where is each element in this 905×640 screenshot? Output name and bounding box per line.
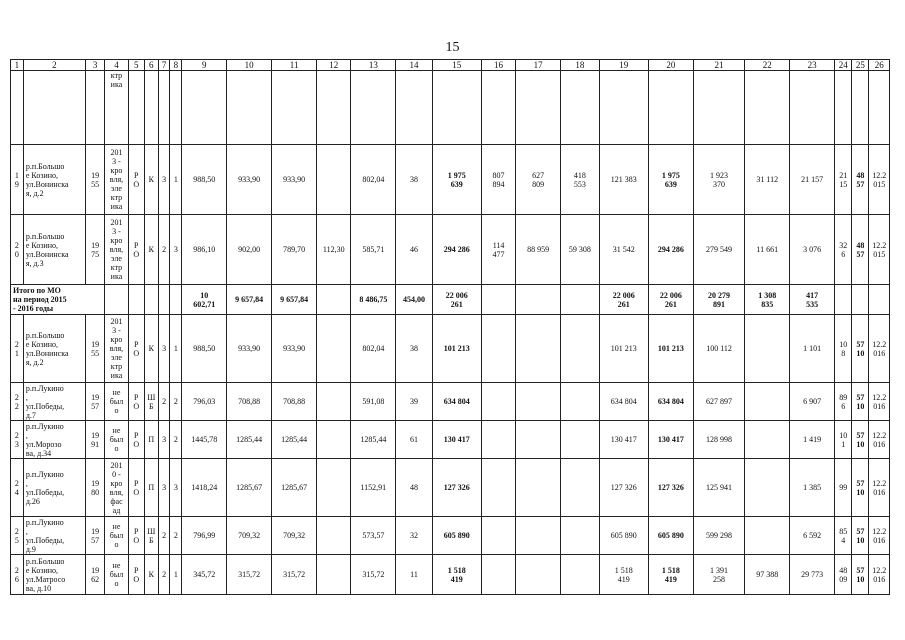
table-cell: 454,00 xyxy=(396,285,432,315)
table-cell xyxy=(745,421,790,459)
table-cell: 127 326 xyxy=(648,459,693,517)
table-cell: 294 286 xyxy=(648,215,693,285)
table-cell: не был о xyxy=(105,517,129,555)
table-cell xyxy=(128,285,144,315)
table-cell: 634 804 xyxy=(648,383,693,421)
table-cell: 802,04 xyxy=(351,145,396,215)
column-number-cell: 13 xyxy=(351,60,396,71)
table-cell: 315,72 xyxy=(272,555,317,595)
table-cell xyxy=(144,71,158,145)
table-cell: 2 1 xyxy=(11,315,24,383)
table-cell: 12.2 016 xyxy=(869,459,890,517)
table-cell xyxy=(128,71,144,145)
table-cell xyxy=(745,71,790,145)
column-number-cell: 7 xyxy=(158,60,170,71)
table-cell: 61 xyxy=(396,421,432,459)
table-cell: 9 657,84 xyxy=(272,285,317,315)
table-cell xyxy=(481,71,515,145)
table-cell xyxy=(144,285,158,315)
table-cell: 12.2 016 xyxy=(869,555,890,595)
table-cell: не был о xyxy=(105,555,129,595)
table-cell xyxy=(317,555,351,595)
table-cell: 2 5 xyxy=(11,517,24,555)
table-cell: 128 998 xyxy=(693,421,744,459)
table-cell: 634 804 xyxy=(599,383,648,421)
table-cell: 57 10 xyxy=(852,421,869,459)
table-cell xyxy=(516,459,561,517)
table-cell xyxy=(481,459,515,517)
table-cell xyxy=(869,71,890,145)
table-cell: 201 0 - кро вля, фас ад xyxy=(105,459,129,517)
table-cell: 1445,78 xyxy=(182,421,227,459)
table-cell: 6 907 xyxy=(790,383,835,421)
column-number-cell: 12 xyxy=(317,60,351,71)
table-cell: 1 923 370 xyxy=(693,145,744,215)
table-cell: 32 xyxy=(396,517,432,555)
table-cell: 57 10 xyxy=(852,555,869,595)
table-cell: 1 xyxy=(170,315,182,383)
table-cell: 3 076 xyxy=(790,215,835,285)
column-number-row xyxy=(11,60,890,71)
table-cell: 933,90 xyxy=(272,145,317,215)
table-cell xyxy=(869,285,890,315)
column-number-cell: 22 xyxy=(745,60,790,71)
table-cell: 2 xyxy=(158,383,170,421)
table-cell: 1 9 xyxy=(11,145,24,215)
table-cell: 585,71 xyxy=(351,215,396,285)
table-cell: 22 006 261 xyxy=(599,285,648,315)
table-cell: 85 4 xyxy=(835,517,852,555)
table-cell: 2 2 xyxy=(11,383,24,421)
table-cell xyxy=(432,71,481,145)
table-cell: 573,57 xyxy=(351,517,396,555)
table-cell: 20 279 891 xyxy=(693,285,744,315)
table-cell xyxy=(745,383,790,421)
table-cell xyxy=(852,285,869,315)
table-cell xyxy=(11,71,24,145)
table-cell xyxy=(158,285,170,315)
table-cell: 2 xyxy=(170,421,182,459)
table-row xyxy=(11,315,890,383)
table-cell: 57 10 xyxy=(852,383,869,421)
table-cell: р.п.Большо е Козино, ул.Вонинска я, д.3 xyxy=(23,215,85,285)
table-cell: 12.2 016 xyxy=(869,421,890,459)
column-number-cell: 25 xyxy=(852,60,869,71)
table-cell: 1 391 258 xyxy=(693,555,744,595)
page-number: 15 xyxy=(445,40,460,55)
continued-repair-cell: ктр ика xyxy=(105,71,129,145)
table-cell: 201 3 - кро вля, эле ктр ика xyxy=(105,145,129,215)
table-row xyxy=(11,555,890,595)
table-cell xyxy=(561,71,600,145)
column-number-cell: 21 xyxy=(693,60,744,71)
table-cell xyxy=(561,517,600,555)
table-cell: 1 308 835 xyxy=(745,285,790,315)
table-cell: Р О xyxy=(128,383,144,421)
table-cell: 627 809 xyxy=(516,145,561,215)
table-cell: 31 542 xyxy=(599,215,648,285)
table-cell: 605 890 xyxy=(648,517,693,555)
total-row xyxy=(11,285,890,315)
table-cell xyxy=(317,145,351,215)
table-cell: 1 419 xyxy=(790,421,835,459)
table-cell: р.п.Большо е Козино, ул.Вонинска я, д.2 xyxy=(23,145,85,215)
column-number-cell: 9 xyxy=(182,60,227,71)
table-cell: 933,90 xyxy=(227,145,272,215)
table-cell: 345,72 xyxy=(182,555,227,595)
table-cell xyxy=(481,421,515,459)
table-cell: 11 661 xyxy=(745,215,790,285)
table-cell: 125 941 xyxy=(693,459,744,517)
table-cell: 59 308 xyxy=(561,215,600,285)
column-number-cell: 4 xyxy=(105,60,129,71)
table-cell xyxy=(561,285,600,315)
table-cell: 19 55 xyxy=(85,315,104,383)
table-cell: 3 xyxy=(158,421,170,459)
table-cell: 57 10 xyxy=(852,459,869,517)
column-number-cell: 1 xyxy=(11,60,24,71)
table-cell: 708,88 xyxy=(272,383,317,421)
table-cell: 8 486,75 xyxy=(351,285,396,315)
table-cell xyxy=(516,315,561,383)
table-cell: 1 xyxy=(170,145,182,215)
table-cell: 130 417 xyxy=(599,421,648,459)
table-cell xyxy=(481,555,515,595)
table-cell: 100 112 xyxy=(693,315,744,383)
column-number-cell: 18 xyxy=(561,60,600,71)
table-cell xyxy=(481,383,515,421)
table-cell: 802,04 xyxy=(351,315,396,383)
table-cell: 10 8 xyxy=(835,315,852,383)
table-cell: 46 xyxy=(396,215,432,285)
column-number-cell: 15 xyxy=(432,60,481,71)
table-cell: 38 xyxy=(396,315,432,383)
table-cell: Р О xyxy=(128,517,144,555)
table-cell xyxy=(170,71,182,145)
table-cell: П xyxy=(144,459,158,517)
table-cell: 1152,91 xyxy=(351,459,396,517)
table-cell: 1 518 419 xyxy=(432,555,481,595)
table-cell: 201 3 - кро вля, эле ктр ика xyxy=(105,215,129,285)
table-cell: 2 6 xyxy=(11,555,24,595)
table-cell: 627 897 xyxy=(693,383,744,421)
table-cell: 2 0 xyxy=(11,215,24,285)
table-cell xyxy=(23,71,85,145)
table-cell xyxy=(481,517,515,555)
table-cell xyxy=(85,71,104,145)
table-cell: 591,08 xyxy=(351,383,396,421)
table-cell: 22 006 261 xyxy=(648,285,693,315)
table-cell: 19 57 xyxy=(85,517,104,555)
table-cell: 48 xyxy=(396,459,432,517)
table-cell: 2 xyxy=(158,555,170,595)
table-cell: 3 xyxy=(158,459,170,517)
table-cell xyxy=(693,71,744,145)
column-number-cell: 11 xyxy=(272,60,317,71)
table-cell: 1285,44 xyxy=(272,421,317,459)
table-cell xyxy=(317,315,351,383)
column-number-cell: 16 xyxy=(481,60,515,71)
table-cell: 634 804 xyxy=(432,383,481,421)
table-row xyxy=(11,215,890,285)
table-cell: 2 xyxy=(158,215,170,285)
table-cell: Р О xyxy=(128,315,144,383)
continuation-row xyxy=(11,71,890,145)
table-cell: Р О xyxy=(128,145,144,215)
table-cell xyxy=(272,71,317,145)
table-cell xyxy=(182,71,227,145)
table-row xyxy=(11,459,890,517)
table-cell: 807 894 xyxy=(481,145,515,215)
table-cell: 22 006 261 xyxy=(432,285,481,315)
column-number-cell: 26 xyxy=(869,60,890,71)
table-cell xyxy=(561,555,600,595)
table-cell: 3 xyxy=(158,315,170,383)
table-cell: 57 10 xyxy=(852,517,869,555)
table-cell: 599 298 xyxy=(693,517,744,555)
table-cell: 1 518 419 xyxy=(648,555,693,595)
table-cell xyxy=(561,383,600,421)
table-cell: 19 55 xyxy=(85,145,104,215)
table-cell: 101 213 xyxy=(648,315,693,383)
table-cell: К xyxy=(144,315,158,383)
table-row xyxy=(11,383,890,421)
table-cell: 101 213 xyxy=(432,315,481,383)
table-cell xyxy=(745,517,790,555)
table-cell: р.п.Большо е Козино, ул.Вонинска я, д.2 xyxy=(23,315,85,383)
table-cell xyxy=(835,71,852,145)
table-cell xyxy=(852,71,869,145)
table-cell: р.п.Лукино , ул.Победы, д.26 xyxy=(23,459,85,517)
table-cell: 12.2 016 xyxy=(869,315,890,383)
table-cell: р.п.Лукино , ул.Морозо ва, д.34 xyxy=(23,421,85,459)
total-label: Итого по МО на период 2015 - 2016 годы xyxy=(11,285,105,315)
column-number-cell: 10 xyxy=(227,60,272,71)
table-cell xyxy=(317,383,351,421)
table-cell xyxy=(561,315,600,383)
table-cell: 88 959 xyxy=(516,215,561,285)
table-cell xyxy=(158,71,170,145)
table-cell: 418 553 xyxy=(561,145,600,215)
table-cell: 99 xyxy=(835,459,852,517)
table-cell: не был о xyxy=(105,383,129,421)
table-cell: 933,90 xyxy=(227,315,272,383)
table-cell: 709,32 xyxy=(272,517,317,555)
table-cell: 605 890 xyxy=(599,517,648,555)
table-cell: 1285,44 xyxy=(351,421,396,459)
table-cell: Ш Б xyxy=(144,517,158,555)
table-cell: Р О xyxy=(128,555,144,595)
table-cell xyxy=(790,71,835,145)
column-number-cell: 3 xyxy=(85,60,104,71)
table-cell: 12.2 016 xyxy=(869,517,890,555)
table-cell: 1 518 419 xyxy=(599,555,648,595)
table-cell: 1285,67 xyxy=(227,459,272,517)
table-cell: 112,30 xyxy=(317,215,351,285)
table-cell: 121 383 xyxy=(599,145,648,215)
table-cell: 2 4 xyxy=(11,459,24,517)
table-cell xyxy=(835,285,852,315)
table-cell: 19 80 xyxy=(85,459,104,517)
table-cell: 130 417 xyxy=(432,421,481,459)
table-cell: 114 477 xyxy=(481,215,515,285)
table-cell: 1418,24 xyxy=(182,459,227,517)
column-number-cell: 2 xyxy=(23,60,85,71)
table-cell: 902,00 xyxy=(227,215,272,285)
table-cell: 11 xyxy=(396,555,432,595)
table-cell: 2 3 xyxy=(11,421,24,459)
table-cell: 2 xyxy=(158,517,170,555)
table-cell: 789,70 xyxy=(272,215,317,285)
table-cell: 12.2 016 xyxy=(869,383,890,421)
table-cell: Р О xyxy=(128,459,144,517)
register-table xyxy=(10,59,890,595)
table-cell: 12.2 015 xyxy=(869,215,890,285)
table-cell: 708,88 xyxy=(227,383,272,421)
table-cell: 315,72 xyxy=(227,555,272,595)
table-cell xyxy=(516,517,561,555)
table-cell: 130 417 xyxy=(648,421,693,459)
table-cell xyxy=(516,71,561,145)
table-cell: Р О xyxy=(128,215,144,285)
table-cell xyxy=(317,517,351,555)
table-cell: 97 388 xyxy=(745,555,790,595)
table-cell: 10 602,71 xyxy=(182,285,227,315)
table-cell: 1 975 639 xyxy=(432,145,481,215)
column-number-cell: 19 xyxy=(599,60,648,71)
table-cell: 1285,44 xyxy=(227,421,272,459)
table-cell xyxy=(745,459,790,517)
table-cell: Р О xyxy=(128,421,144,459)
table-cell: 21 157 xyxy=(790,145,835,215)
table-cell: 31 112 xyxy=(745,145,790,215)
table-cell: 3 xyxy=(170,459,182,517)
table-cell: 127 326 xyxy=(599,459,648,517)
table-cell: 57 10 xyxy=(852,315,869,383)
table-cell: 315,72 xyxy=(351,555,396,595)
table-cell: 12.2 015 xyxy=(869,145,890,215)
table-cell: Ш Б xyxy=(144,383,158,421)
table-cell xyxy=(561,421,600,459)
table-cell: 38 xyxy=(396,145,432,215)
table-cell: 39 xyxy=(396,383,432,421)
table-cell: 48 57 xyxy=(852,215,869,285)
table-cell: 6 592 xyxy=(790,517,835,555)
table-cell xyxy=(317,285,351,315)
table-cell: 48 09 xyxy=(835,555,852,595)
table-cell: 986,10 xyxy=(182,215,227,285)
table-cell: 1285,67 xyxy=(272,459,317,517)
table-cell: 988,50 xyxy=(182,315,227,383)
column-number-cell: 24 xyxy=(835,60,852,71)
table-cell xyxy=(317,421,351,459)
table-cell xyxy=(396,71,432,145)
column-number-cell: 17 xyxy=(516,60,561,71)
table-row xyxy=(11,145,890,215)
table-cell: 605 890 xyxy=(432,517,481,555)
column-number-cell: 20 xyxy=(648,60,693,71)
table-cell: 1 975 639 xyxy=(648,145,693,215)
table-cell xyxy=(227,71,272,145)
table-cell: 2 xyxy=(170,517,182,555)
table-cell: 10 1 xyxy=(835,421,852,459)
table-cell xyxy=(481,315,515,383)
table-cell: 988,50 xyxy=(182,145,227,215)
table-cell: 3 xyxy=(170,215,182,285)
table-cell: 21 15 xyxy=(835,145,852,215)
table-cell: 1 xyxy=(170,555,182,595)
table-cell: 933,90 xyxy=(272,315,317,383)
table-cell xyxy=(599,71,648,145)
column-number-cell: 5 xyxy=(128,60,144,71)
column-number-cell: 14 xyxy=(396,60,432,71)
table-cell: 89 6 xyxy=(835,383,852,421)
table-cell: 796,03 xyxy=(182,383,227,421)
table-cell: 294 286 xyxy=(432,215,481,285)
table-cell: р.п.Лукино , ул.Победы, д.9 xyxy=(23,517,85,555)
column-number-cell: 8 xyxy=(170,60,182,71)
table-cell: 19 91 xyxy=(85,421,104,459)
table-cell: р.п.Лукино , ул.Победы, д.7 xyxy=(23,383,85,421)
table-cell: 709,32 xyxy=(227,517,272,555)
table-cell xyxy=(561,459,600,517)
table-cell: 279 549 xyxy=(693,215,744,285)
table-cell xyxy=(648,71,693,145)
table-cell xyxy=(351,71,396,145)
table-cell: 19 75 xyxy=(85,215,104,285)
table-cell: 9 657,84 xyxy=(227,285,272,315)
table-cell: не был о xyxy=(105,421,129,459)
table-cell xyxy=(481,285,515,315)
table-cell: 3 xyxy=(158,145,170,215)
table-cell: 32 6 xyxy=(835,215,852,285)
table-cell xyxy=(516,285,561,315)
table-cell xyxy=(516,555,561,595)
table-cell: 417 535 xyxy=(790,285,835,315)
table-cell: 1 101 xyxy=(790,315,835,383)
column-number-cell: 6 xyxy=(144,60,158,71)
table-cell: 127 326 xyxy=(432,459,481,517)
table-cell: П xyxy=(144,421,158,459)
table-cell: 48 57 xyxy=(852,145,869,215)
table-cell xyxy=(516,383,561,421)
table-cell: 1 385 xyxy=(790,459,835,517)
table-cell: р.п.Большо е Козино, ул.Матросо ва, д.10 xyxy=(23,555,85,595)
table-row xyxy=(11,421,890,459)
table-cell xyxy=(745,315,790,383)
table-cell xyxy=(105,285,129,315)
table-cell xyxy=(317,459,351,517)
table-cell: 19 57 xyxy=(85,383,104,421)
table-cell: К xyxy=(144,215,158,285)
table-cell: К xyxy=(144,555,158,595)
table-cell: 19 62 xyxy=(85,555,104,595)
column-number-cell: 23 xyxy=(790,60,835,71)
table-cell xyxy=(317,71,351,145)
table-cell xyxy=(170,285,182,315)
table-cell xyxy=(516,421,561,459)
table-cell: 29 773 xyxy=(790,555,835,595)
table-row xyxy=(11,517,890,555)
table-cell: К xyxy=(144,145,158,215)
table-cell: 796,99 xyxy=(182,517,227,555)
table-cell: 101 213 xyxy=(599,315,648,383)
table-cell: 201 3 - кро вля, эле ктр ика xyxy=(105,315,129,383)
table-cell: 2 xyxy=(170,383,182,421)
